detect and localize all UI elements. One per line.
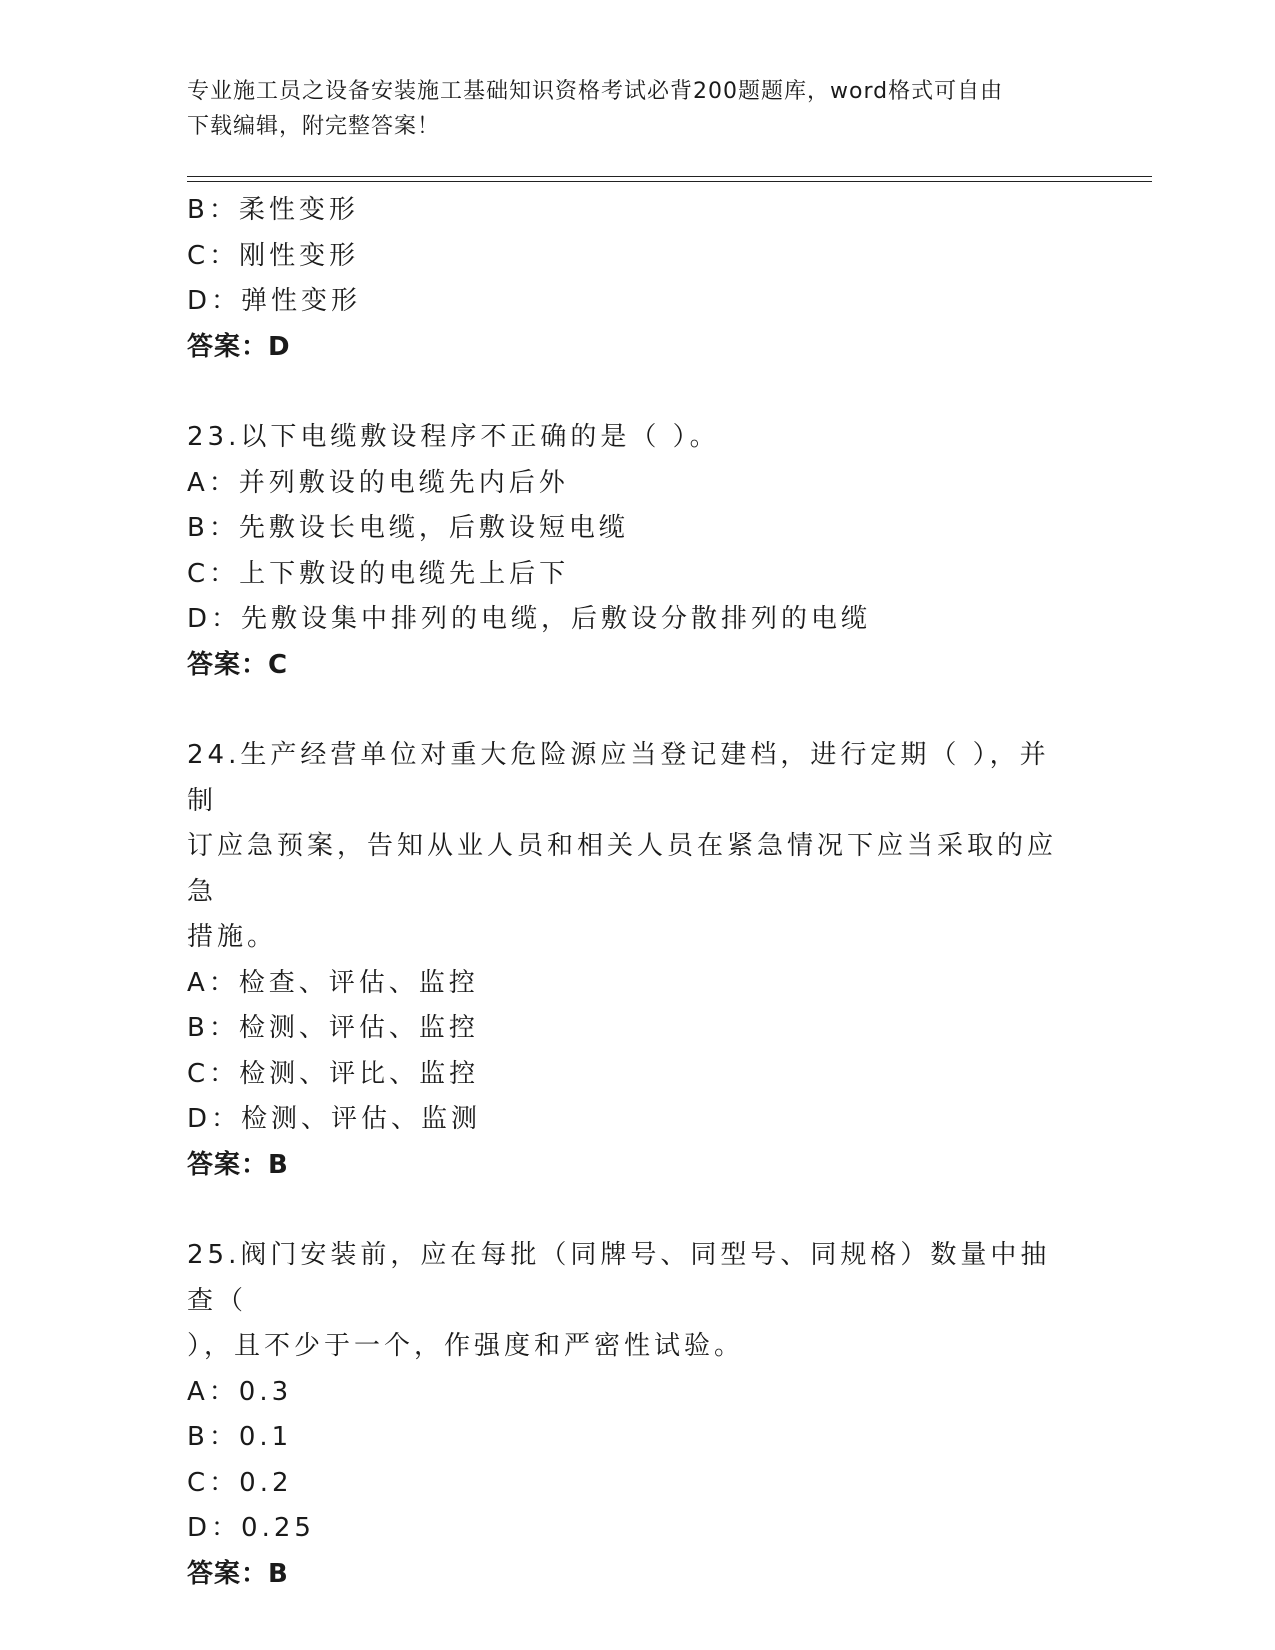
option-c [187, 552, 1087, 598]
question-stem: 23.以下电缆敷设程序不正确的是（ ）。 [187, 422, 720, 452]
document-body [187, 188, 1087, 1597]
option-label: C： [187, 1058, 240, 1089]
option-label: D： [187, 1104, 242, 1134]
question-stem-line-1: 24.生产经营单位对重大危险源应当登记建档，进行定期（ ），并制 [187, 740, 1050, 816]
option-text: 并列敷设的电缆先内后外 [238, 467, 569, 498]
header-divider-bottom [187, 181, 1152, 182]
option-d [187, 1097, 1087, 1143]
option-text: 检测、评比、监控 [239, 1058, 480, 1089]
option-c [187, 234, 1087, 280]
option-d [187, 279, 1087, 325]
option-a [187, 461, 1087, 507]
option-b [187, 188, 1087, 234]
question-22-continued [187, 188, 1087, 370]
option-label: B： [187, 1013, 239, 1043]
option-text: 先敷设长电缆，后敷设短电缆 [238, 513, 629, 543]
option-label: D： [187, 286, 242, 316]
option-text: 先敷设集中排列的电缆，后敷设分散排列的电缆 [241, 604, 872, 634]
option-label: A： [187, 1376, 239, 1407]
option-label: D： [187, 1513, 242, 1543]
question-24 [187, 733, 1087, 1188]
answer: 答案：D [187, 331, 291, 362]
option-a [187, 961, 1087, 1007]
option-label: A： [187, 967, 239, 998]
option-c [187, 1052, 1087, 1098]
option-label: B： [187, 1422, 239, 1452]
header-title-line-2: 下载编辑，附完整答案！ [187, 114, 441, 139]
option-label: C： [187, 240, 240, 271]
option-label: C： [187, 1467, 240, 1498]
question-stem-line-2: ），且不少于一个，作强度和严密性试验。 [187, 1331, 745, 1361]
option-c [187, 1461, 1087, 1507]
option-text: 检测、评估、监测 [241, 1104, 482, 1134]
document-header [187, 74, 1067, 144]
option-text: 刚性变形 [239, 240, 360, 271]
option-text: 0.25 [241, 1513, 315, 1543]
option-text: 0.2 [239, 1467, 293, 1498]
header-title-line-1: 专业施工员之设备安装施工基础知识资格考试必背200题题库，word格式可自由 [187, 79, 1004, 104]
option-b [187, 1415, 1087, 1461]
option-text: 0.3 [238, 1376, 293, 1407]
option-text: 检测、评估、监控 [238, 1013, 479, 1043]
option-label: A： [187, 467, 239, 498]
option-text: 0.1 [238, 1422, 293, 1452]
option-label: C： [187, 558, 240, 589]
option-text: 检查、评估、监控 [238, 967, 479, 998]
option-b [187, 1006, 1087, 1052]
option-a [187, 1370, 1087, 1416]
answer: 答案：B [187, 1149, 289, 1180]
option-label: B： [187, 513, 239, 543]
option-label: B： [187, 195, 239, 225]
option-text: 柔性变形 [238, 195, 359, 225]
answer: 答案：B [187, 1558, 289, 1589]
answer: 答案：C [187, 649, 289, 680]
question-25 [187, 1233, 1087, 1597]
option-d [187, 597, 1087, 643]
option-label: D： [187, 604, 242, 634]
question-stem-line-3: 措施。 [187, 922, 278, 952]
header-divider-top [187, 176, 1152, 177]
option-text: 上下敷设的电缆先上后下 [239, 558, 570, 589]
option-d [187, 1506, 1087, 1552]
option-b [187, 506, 1087, 552]
question-23 [187, 415, 1087, 688]
question-stem-line-1: 25.阀门安装前，应在每批（同牌号、同型号、同规格）数量中抽查（ [187, 1240, 1051, 1316]
question-stem-line-2: 订应急预案，告知从业人员和相关人员在紧急情况下应当采取的应急 [187, 831, 1058, 907]
option-text: 弹性变形 [241, 286, 362, 316]
